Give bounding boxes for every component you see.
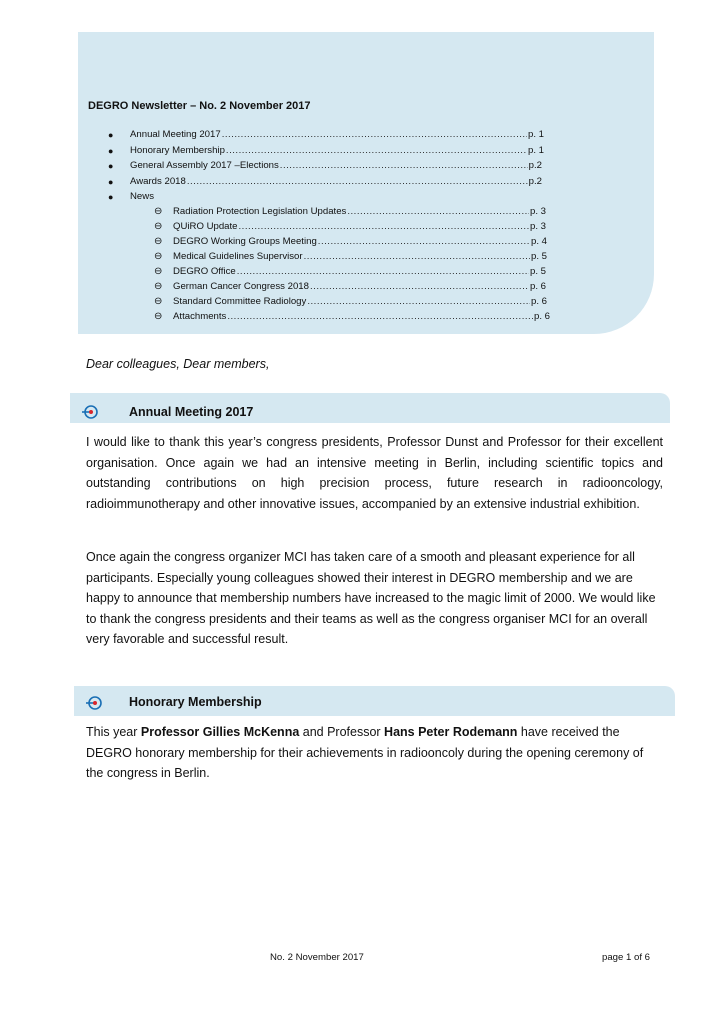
toc-subitem[interactable]: ⊖ Standard Committee Radiology ..... p. 6 — [173, 296, 547, 308]
toc-subitem[interactable]: ⊖ Radiation Protection Legislation Updates ..... p. 3 — [173, 206, 546, 218]
toc-subitem[interactable]: ⊖ QUiRO Update ..... p. 3 — [173, 221, 546, 233]
section-title: Honorary Membership — [129, 695, 262, 709]
toc-item[interactable]: ● Awards 2018 ..... p.2 — [130, 176, 542, 188]
paragraph: I would like to thank this year’s congress presidents, Professor Dunst and Professor for their excellent organisation. Once again we had an intensive meeting in Berlin, including scientific topics and outstanding contributions on high precision process, future research in radiooncology, radioimmunotherapy and other innovative issues, accompanied by an extensive industrial exhibition. — [86, 435, 663, 511]
arrow-circle-icon: ⊖ — [154, 236, 163, 247]
bullet-icon: ● — [108, 177, 114, 187]
footer-issue: No. 2 November 2017 — [270, 952, 364, 963]
arrow-circle-icon: ⊖ — [154, 281, 163, 292]
toc-item[interactable]: ● Annual Meeting 2017 ..... p. 1 — [130, 129, 544, 141]
bullet-icon: ● — [108, 161, 114, 171]
paragraph: This year Professor Gillies McKenna and Professor Hans Peter Rodemann have received the DEGRO honorary membership for their achievements in radiooncoly during the opening ceremony of the congress in Berlin. — [86, 725, 644, 780]
person-name: Professor Gillies McKenna — [140, 725, 300, 739]
arrow-circle-icon: ⊖ — [154, 266, 163, 277]
footer-page-number: page 1 of 6 — [602, 952, 651, 963]
arrow-circle-icon: ⊖ — [154, 206, 163, 217]
arrow-circle-icon: ⊖ — [154, 221, 163, 232]
toc-subitem[interactable]: ⊖ Attachments ..... p. 6 — [173, 311, 550, 323]
toc-subitem[interactable]: ⊖ DEGRO Working Groups Meeting ..... p. 4 — [173, 236, 547, 248]
toc-item[interactable]: ● Honorary Membership ..... p. 1 — [130, 145, 544, 157]
bullet-icon: ● — [108, 130, 114, 140]
newsletter-title: DEGRO Newsletter – No. 2 November 2017 — [88, 100, 311, 112]
person-name: Hans Peter Rodemann — [384, 725, 518, 739]
paragraph: Once again the congress organizer MCI has taken care of a smooth and pleasant experience for all participants. Especially young colleagues showed their interest in DEGRO membership and we are happy to announce that membership numbers have increased to the magic limit of 2000. We would like to thank the congress presidents and their teams as well as the congress organiser MCI for an overall very favorable and successful result. — [86, 550, 656, 646]
arrow-circle-icon: ⊖ — [154, 311, 163, 322]
arrow-target-icon — [82, 404, 98, 420]
toc-subitem[interactable]: ⊖ German Cancer Congress 2018 ..... p. 6 — [173, 281, 546, 293]
greeting: Dear colleagues, Dear members, — [86, 357, 270, 371]
bullet-icon: ● — [108, 192, 114, 202]
section-title: Annual Meeting 2017 — [129, 405, 254, 419]
arrow-circle-icon: ⊖ — [154, 251, 163, 262]
arrow-circle-icon: ⊖ — [154, 296, 163, 307]
toc-item[interactable]: ● News — [108, 191, 154, 202]
toc-item[interactable]: ● General Assembly 2017 –Elections ..... p.2 — [130, 160, 542, 172]
toc-subitem[interactable]: ⊖ Medical Guidelines Supervisor ..... p. 5 — [173, 251, 547, 263]
toc-subitem[interactable]: ⊖ DEGRO Office ..... p. 5 — [173, 266, 546, 278]
bullet-icon: ● — [108, 146, 114, 156]
arrow-target-icon — [86, 695, 102, 711]
